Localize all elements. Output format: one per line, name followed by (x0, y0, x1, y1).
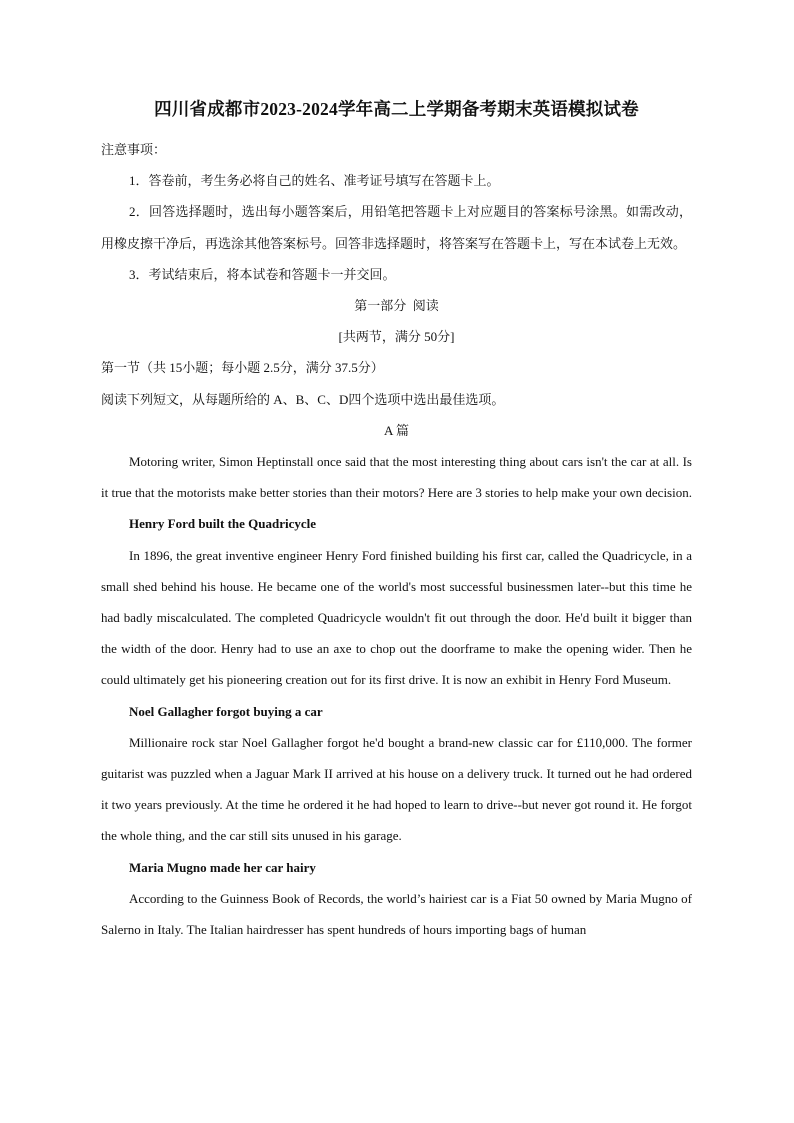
section-instruction: 阅读下列短文，从每题所给的 A、B、C、D四个选项中选出最佳选项。 (101, 391, 505, 407)
passage-intro: Motoring writer, Simon Heptinstall once said that the most interesting thing about cars isn't the car at all. Is it true that the motorists make better stories than their motors? Here are 3 stories to help make your own decision. (101, 454, 692, 501)
exam-title: 四川省成都市2023-2024学年高二上学期备考期末英语模拟试卷 (154, 99, 639, 119)
story-body-gallagher: Millionaire rock star Noel Gallagher forgot he'd bought a brand-new classic car for £110,000. The former guitarist was puzzled when a Jaguar Mark II arrived at his house on a delivery truck. It turned out he had ordered it two years previously. At the time he ordered it he had hoped to learn to drive--but never got round it. He forgot the whole thing, and the car still sits unused in his garage. (101, 734, 692, 844)
exam-page (101, 96, 692, 945)
story-body-ford: In 1896, the great inventive engineer Henry Ford finished building his first car, called the Quadricycle, in a small shed behind his house. He became one of the world's most successful businessmen later--but this time he had badly miscalculated. The completed Quadricycle wouldn't fit out through the door. He'd built it bigger than the width of the door. Henry had to use an axe to chop out the doorframe to make the opening wider. Then he could ultimately get his pioneering creation out for its first drive. It is now an exhibit in Henry Ford Museum. (101, 547, 692, 688)
notice-item-2: 2．回答选择题时，选出每小题答案后，用铅笔把答题卡上对应题目的答案标号涂黑。如需改动，用橡皮擦干净后，再选涂其他答案标号。回答非选择题时，将答案写在答题卡上，写在本试卷上无效。 (101, 204, 692, 251)
story-heading-gallagher: Noel Gallagher forgot buying a car (129, 703, 323, 719)
notice-heading: 注意事项： (101, 142, 167, 157)
passage-label: A 篇 (384, 422, 409, 438)
story-heading-mugno: Maria Mugno made her car hairy (129, 859, 316, 875)
notice-item-1: 1．答卷前，考生务必将自己的姓名、准考证号填写在答题卡上。 (129, 173, 500, 189)
section-heading: 第一节（共 15小题；每小题 2.5分，满分 37.5分） (101, 360, 384, 376)
story-body-mugno: According to the Guinness Book of Records, the world’s hairiest car is a Fiat 50 owned by Maria Mugno of Salerno in Italy. The Italian hairdresser has spent hundreds of hours importing bags of human (101, 890, 692, 938)
notice-item-3: 3．考试结束后，将本试卷和答题卡一并交回。 (129, 266, 396, 282)
part-scoring: [共两节，满分 50分] (338, 329, 455, 345)
part-heading: 第一部分 阅读 (354, 298, 439, 314)
story-heading-ford: Henry Ford built the Quadricycle (129, 516, 317, 532)
